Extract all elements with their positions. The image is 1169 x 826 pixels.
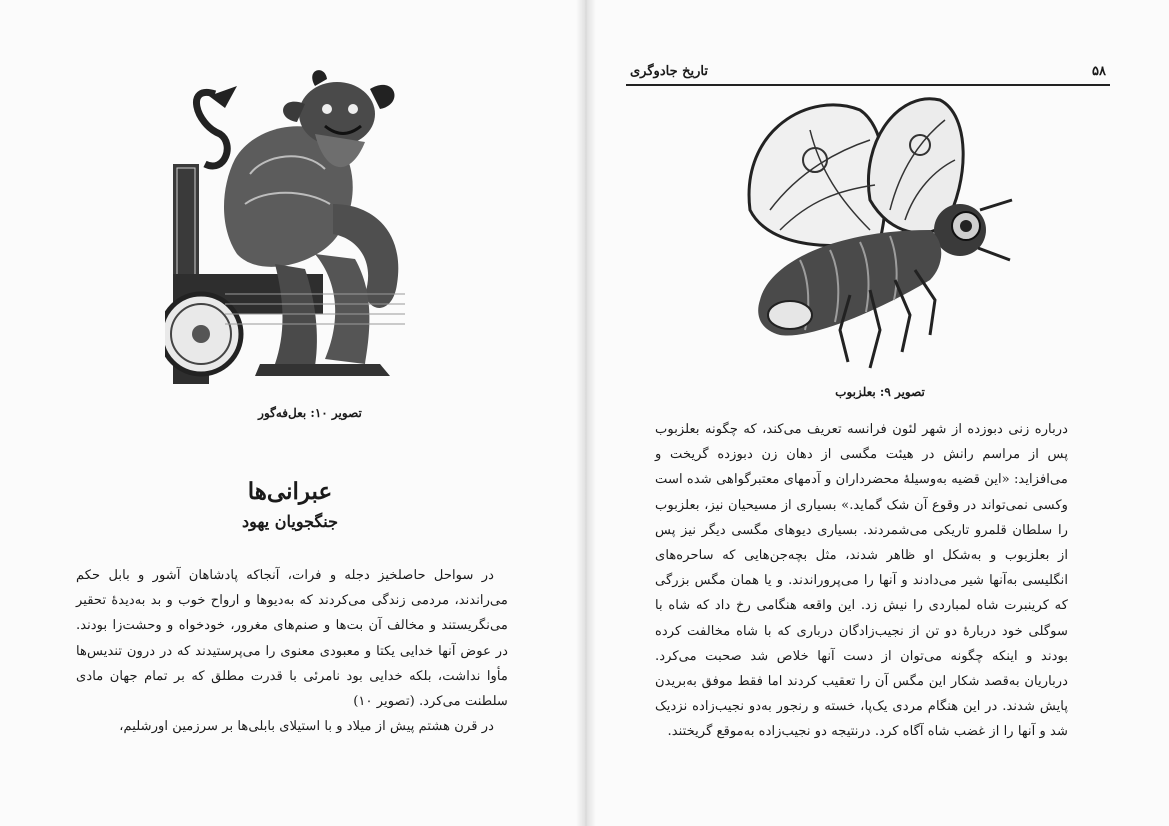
running-title: تاریخ جادوگری [630, 64, 708, 79]
left-body-text [76, 563, 508, 739]
section-title: عبرانی‌ها [247, 478, 333, 505]
paragraph: در قرن هشتم پیش از میلاد و با استیلای بابلی‌ها بر سرزمین اورشلیم، [119, 719, 494, 735]
running-head [626, 62, 1110, 86]
page-number: ۵۸ [1092, 64, 1106, 79]
paragraph: درباره زنی دبوزده از شهر لئون فرانسه تعریف می‌کند، که چگونه بعلزبوب پس از مراسم رانش در هیئت مگسی از دهان زن دبوزده گریخت و می‌افزاید: «این قضیه به‌وسیلهٔ محضرداران و آدمهای معتبرگواهی شده است وکسی نمی‌تواند در وقوع آن شک گماید.» بسیاری از مسیحیان نیز، بعلزبوب را سلطان قلمرو تاریکی می‌شمردند. بسیاری دیوهای مگسی دیگر نیز پس از بعلزبوب و به‌شکل او ظاهر شدند، مثل بچه‌جن‌هایی که ساحره‌های انگلیسی به‌آنها شیر می‌دادند و آنها را می‌پروراندند. و یا همان مگس بزرگی که کرینبرت شاه لمباردی را نیش زد. این واقعه هنگامی رخ داد که شاه با سوگلی خود دربارهٔ دو تن از نجیب‌زادگان درباری که با شاه مخالفت کرده بودند و اینکه چگونه می‌توان از دست آنها خلاص شد صحبت می‌کرد. درباریان به‌قصد شکار این مگس آن را تعقیب کردند اما فقط موفق به‌بریدن پایش شدند. در این هنگام مردی یک‌پا، خسته و رنجور به‌دو نجیب‌زاده نزدیک شد و آنها را از غضب شاه آگاه کرد. درنتیجه دو نجیب‌زاده به‌موقع گریختند. [655, 422, 1068, 740]
figure-10-caption: تصویر ۱۰: بعل‌فه‌گور [258, 406, 362, 420]
paragraph: در سواحل حاصلخیز دجله و فرات، آنجاکه پادشاهان آشور و بابل حکم می‌راندند، مردمی زندگی می‌کردند که به‌دیوها و ارواح خوب و بد به‌دیدهٔ تحقیر می‌نگریستند و مخالف آن بت‌ها و صنم‌های مغرور، خودخواه و وحشت‌زا بودند. در عوض آنها خدایی یکتا و معبودی معنوی را می‌پرستیدند که در درون تندیس‌ها مأوا نداشت، بلکه خدایی بود نامرئی با قدرت مطلق که بر تمام جهان مادی سلطنت می‌کرد. (تصویر ۱۰) [76, 568, 508, 710]
figure-9-caption: تصویر ۹: بعلزبوب [835, 385, 925, 399]
right-body-text [655, 417, 1068, 745]
fly-demon-engraving-icon [730, 90, 1016, 376]
seated-demon-engraving-icon [165, 64, 429, 394]
section-subtitle: جنگجویان یهود [241, 512, 338, 531]
